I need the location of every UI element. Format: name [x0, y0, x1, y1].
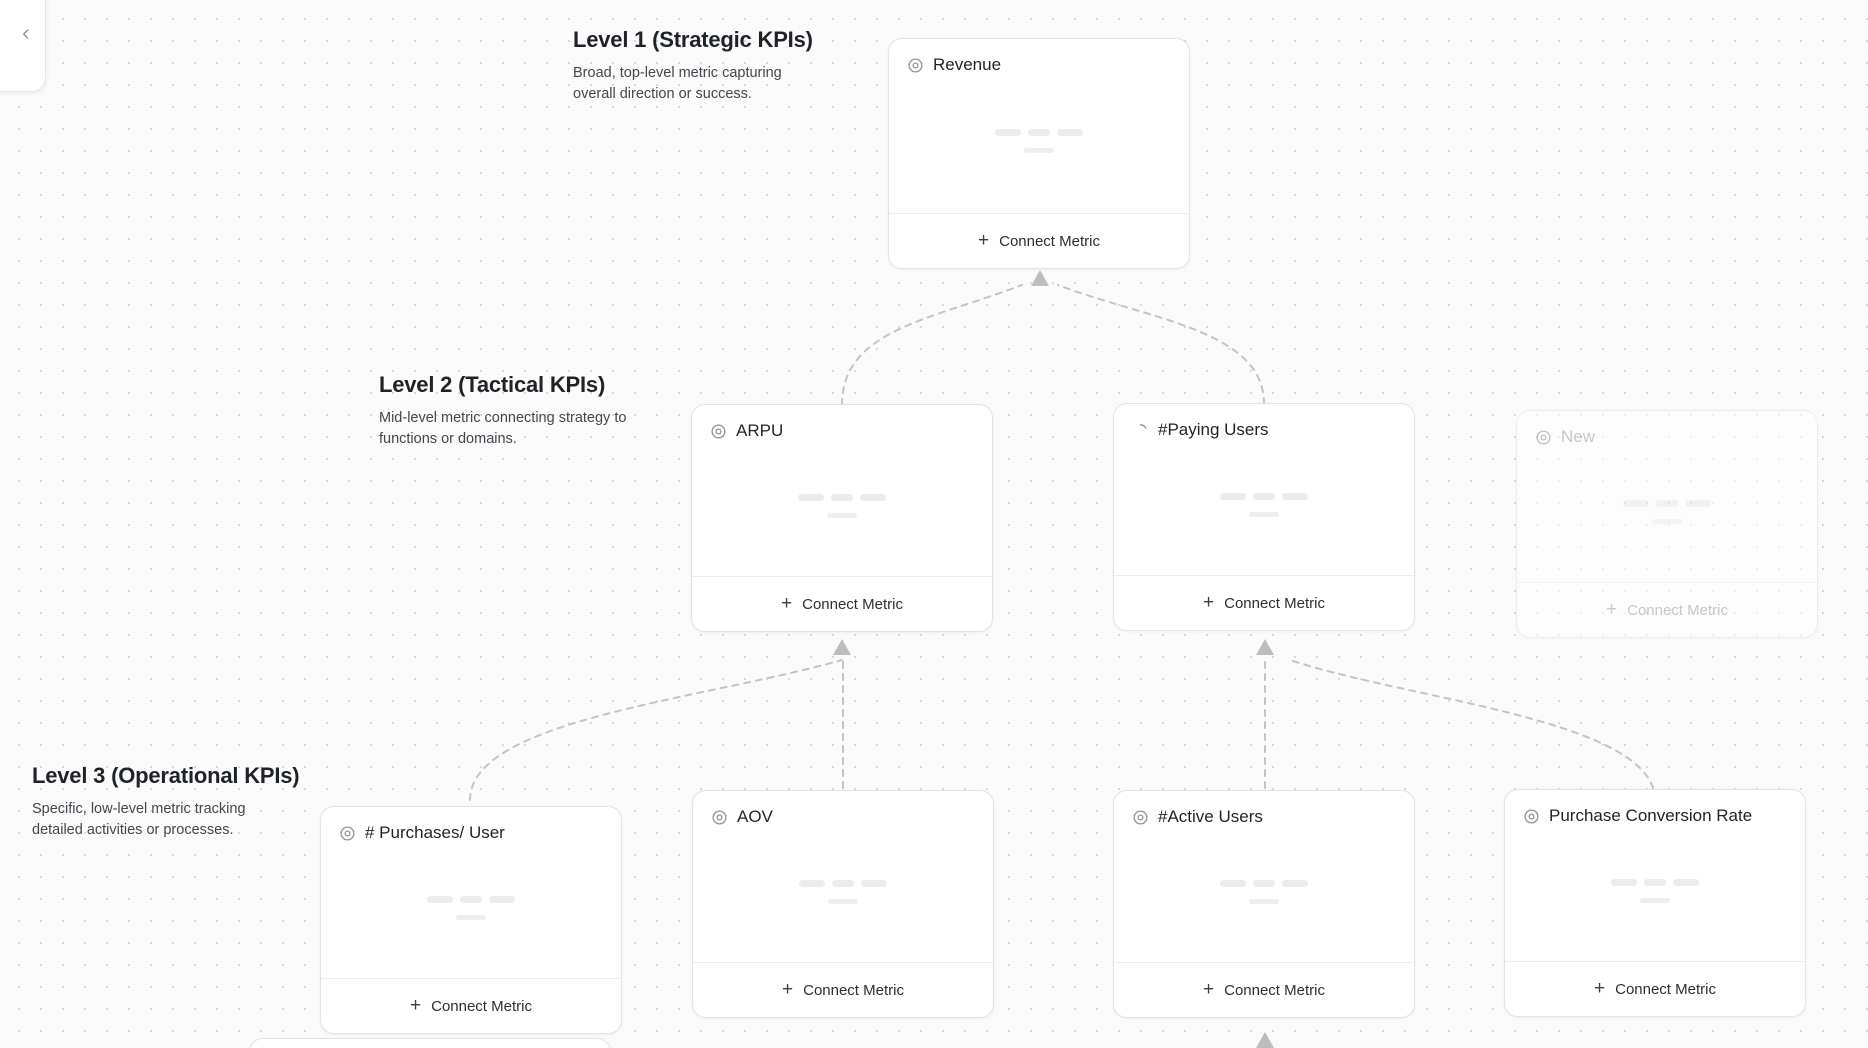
skeleton-subrow	[828, 899, 858, 904]
skeleton-row	[1623, 500, 1711, 507]
plus-icon: +	[978, 229, 990, 251]
level-3-title: Level 3 (Operational KPIs)	[32, 763, 300, 788]
skeleton-subrow	[827, 513, 857, 518]
plus-icon: +	[1594, 977, 1606, 999]
node-header	[692, 405, 992, 441]
skeleton-row	[1220, 493, 1308, 500]
node-header	[1517, 411, 1817, 447]
skeleton-row	[1611, 879, 1699, 886]
metric-node-aov[interactable]	[692, 790, 994, 1018]
connect-metric-label: Connect Metric	[802, 595, 903, 613]
node-placeholder-content	[1114, 440, 1414, 575]
node-header	[1114, 791, 1414, 827]
target-icon	[907, 57, 924, 74]
connect-metric-label: Connect Metric	[1615, 980, 1716, 998]
node-placeholder-content	[321, 843, 621, 978]
target-icon	[1132, 809, 1149, 826]
metric-node-purchases-per-user[interactable]	[320, 806, 622, 1034]
target-icon	[1535, 429, 1552, 446]
skeleton-subrow	[456, 915, 486, 920]
plus-icon: +	[782, 978, 794, 1000]
left-side-panel[interactable]	[0, 0, 46, 92]
skeleton-subrow	[1249, 899, 1279, 904]
target-icon	[711, 809, 728, 826]
node-title: # Purchases/ User	[365, 823, 505, 842]
connect-metric-label: Connect Metric	[999, 232, 1100, 250]
metric-node-new[interactable]	[1516, 410, 1818, 638]
node-title: ARPU	[736, 421, 784, 440]
metric-node-revenue[interactable]	[888, 38, 1190, 269]
node-title: AOV	[737, 807, 773, 826]
node-header	[693, 791, 993, 827]
skeleton-subrow	[1652, 519, 1682, 524]
level-3-description: Specific, low-level metric tracking detailed activities or processes.	[32, 801, 246, 839]
skeleton-row	[995, 129, 1083, 136]
node-header	[889, 39, 1189, 75]
metric-node-paying-users[interactable]	[1113, 403, 1415, 631]
connect-metric-label: Connect Metric	[1224, 981, 1325, 999]
node-placeholder-content	[1505, 826, 1805, 961]
connect-metric-button-revenue[interactable]	[889, 213, 1189, 268]
connect-metric-label: Connect Metric	[1627, 601, 1728, 619]
node-header	[1114, 404, 1414, 440]
connect-metric-button-arpu[interactable]	[692, 576, 992, 631]
level-1-heading	[573, 27, 823, 105]
node-title: New	[1561, 427, 1596, 446]
node-placeholder-content	[693, 827, 993, 962]
node-header	[321, 807, 621, 843]
skeleton-row	[1220, 880, 1308, 887]
level-2-description: Mid-level metric connecting strategy to functions or domains.	[379, 410, 627, 448]
level-3-heading	[32, 763, 299, 841]
skeleton-row	[798, 494, 886, 501]
connect-metric-label: Connect Metric	[431, 997, 532, 1015]
spinner-icon	[1132, 422, 1149, 439]
level-1-title: Level 1 (Strategic KPIs)	[573, 27, 813, 52]
connect-metric-label: Connect Metric	[803, 981, 904, 999]
node-title: Revenue	[933, 55, 1002, 74]
skeleton-subrow	[1249, 512, 1279, 517]
node-placeholder-content	[889, 75, 1189, 213]
connect-metric-label: Connect Metric	[1224, 594, 1325, 612]
target-icon	[1523, 808, 1540, 825]
metric-node-arpu[interactable]	[691, 404, 993, 632]
plus-icon: +	[1203, 978, 1215, 1000]
node-title: Purchase Conversion Rate	[1549, 806, 1753, 825]
skeleton-subrow	[1024, 148, 1054, 153]
level-2-heading	[379, 372, 629, 450]
connect-metric-button-purchases-per-user[interactable]	[321, 978, 621, 1033]
skeleton-row	[799, 880, 887, 887]
connect-metric-button-active-users[interactable]	[1114, 962, 1414, 1017]
level-1-description: Broad, top-level metric capturing overall direction or success.	[573, 65, 782, 103]
connect-metric-button-aov[interactable]	[693, 962, 993, 1017]
node-placeholder-content	[692, 441, 992, 576]
node-placeholder-content	[1517, 447, 1817, 582]
skeleton-subrow	[1640, 898, 1670, 903]
target-icon	[339, 825, 356, 842]
connect-metric-button-new[interactable]	[1517, 582, 1817, 637]
node-title: #Active Users	[1158, 807, 1263, 826]
target-icon	[710, 423, 727, 440]
node-title: #Paying Users	[1158, 420, 1269, 439]
plus-icon: +	[410, 994, 422, 1016]
metric-node-active-users[interactable]	[1113, 790, 1415, 1018]
node-placeholder-content	[1114, 827, 1414, 962]
skeleton-row	[427, 896, 515, 903]
metric-node-offscreen-bottom[interactable]	[249, 1038, 611, 1048]
level-2-title: Level 2 (Tactical KPIs)	[379, 372, 606, 397]
node-header	[1505, 790, 1805, 826]
plus-icon: +	[1606, 598, 1618, 620]
plus-icon: +	[1203, 591, 1215, 613]
chevron-left-icon[interactable]	[19, 27, 33, 41]
plus-icon: +	[781, 592, 793, 614]
connect-metric-button-purchase-conversion-rate[interactable]	[1505, 961, 1805, 1016]
connect-metric-button-paying-users[interactable]	[1114, 575, 1414, 630]
metric-node-purchase-conversion-rate[interactable]	[1504, 789, 1806, 1017]
